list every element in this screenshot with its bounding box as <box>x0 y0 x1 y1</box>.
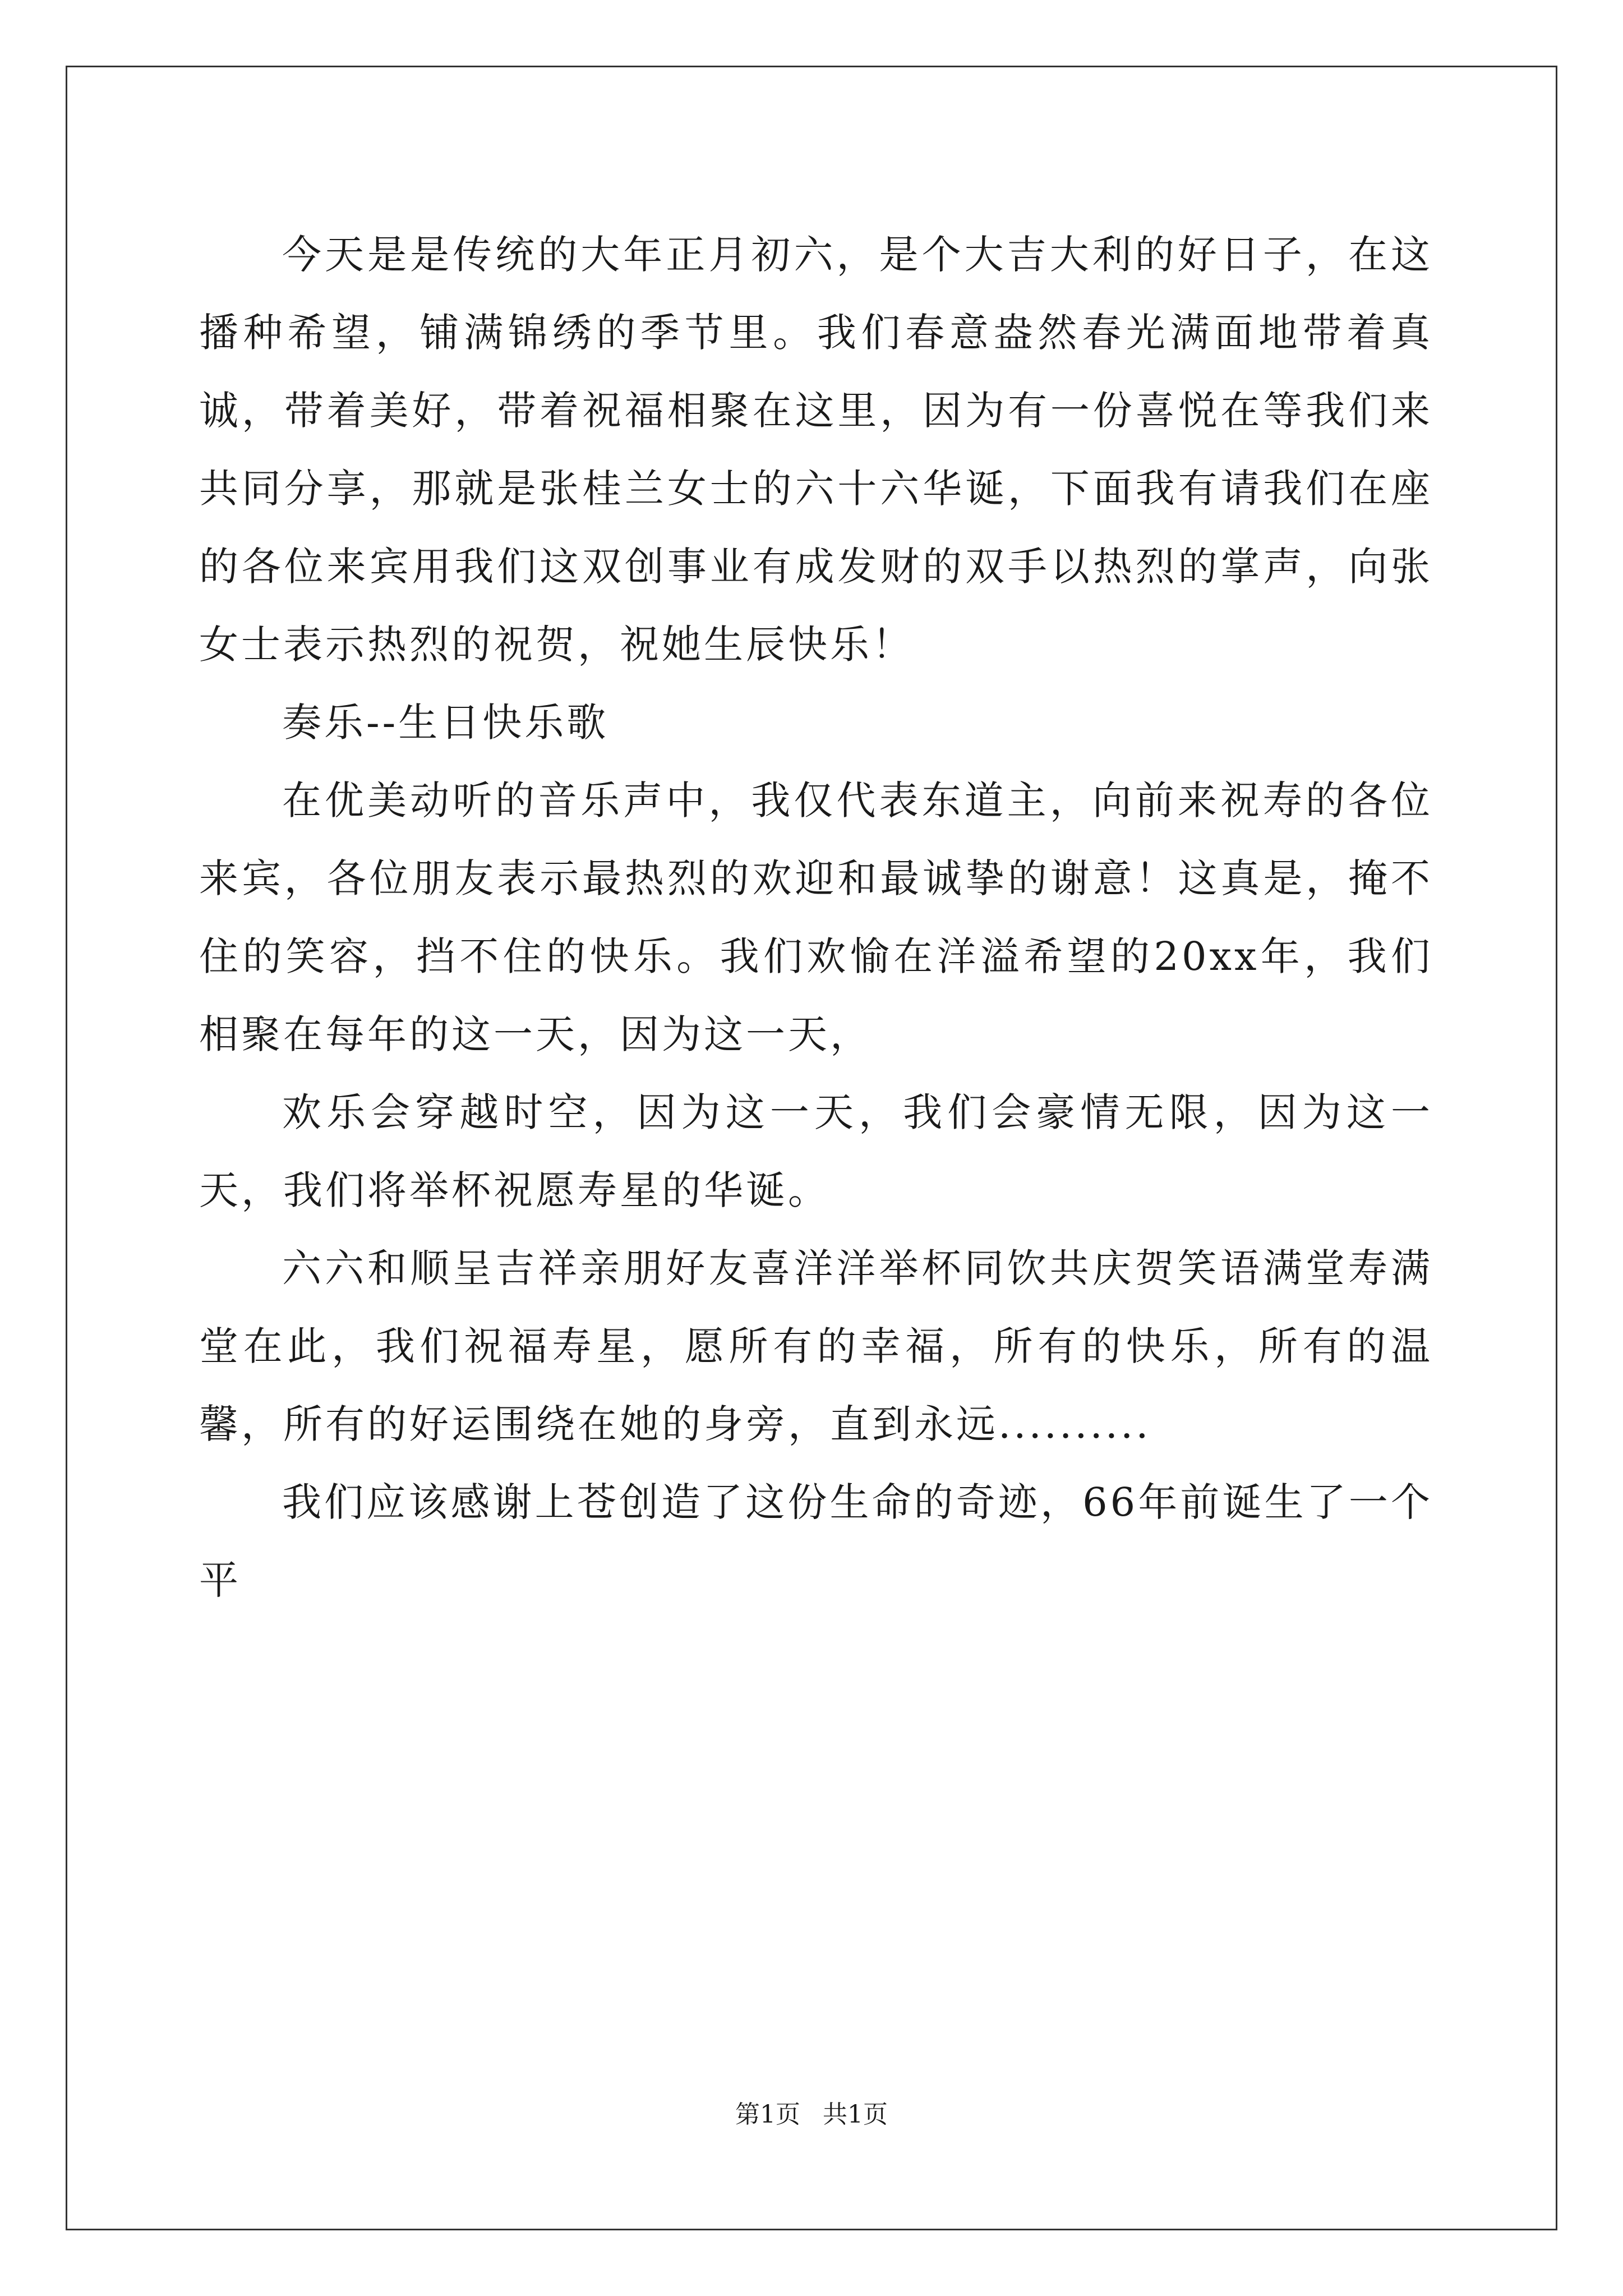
paragraph: 欢乐会穿越时空，因为这一天，我们会豪情无限，因为这一天，我们将举杯祝愿寿星的华诞。 <box>199 1089 1433 1213</box>
paragraph: 在优美动听的音乐声中，我仅代表东道主，向前来祝寿的各位来宾，各位朋友表示最热烈的欢迎和最诚挚的谢意！这真是，掩不住的笑容，挡不住的快乐。我们欢愉在洋溢希望的20xx年，我们相聚在每年的这一天，因为这一天， <box>199 777 1433 1057</box>
paragraph: 今天是是传统的大年正月初六，是个大吉大利的好日子，在这播种希望，铺满锦绣的季节里。我们春意盎然春光满面地带着真诚，带着美好，带着祝福相聚在这里，因为有一份喜悦在等我们来共同分享，那就是张桂兰女士的六十六华诞，下面我有请我们在座的各位来宾用我们这双创事业有成发财的双手以热烈的掌声，向张女士表示热烈的祝贺，祝她生辰快乐！ <box>199 232 1433 668</box>
document-body <box>199 216 1433 1619</box>
paragraph: 奏乐--生日快乐歌 <box>282 700 609 746</box>
paragraph: 我们应该感谢上苍创造了这份生命的奇迹，66年前诞生了一个平 <box>199 1479 1433 1603</box>
page-footer <box>0 2098 1623 2132</box>
page-number: 第1页 <box>735 2100 800 2129</box>
page-total: 共1页 <box>823 2100 888 2129</box>
paragraph: 六六和顺呈吉祥亲朋好友喜洋洋举杯同饮共庆贺笑语满堂寿满堂在此，我们祝福寿星，愿所有的幸福，所有的快乐，所有的温馨，所有的好运围绕在她的身旁，直到永远.......... <box>199 1245 1433 1447</box>
